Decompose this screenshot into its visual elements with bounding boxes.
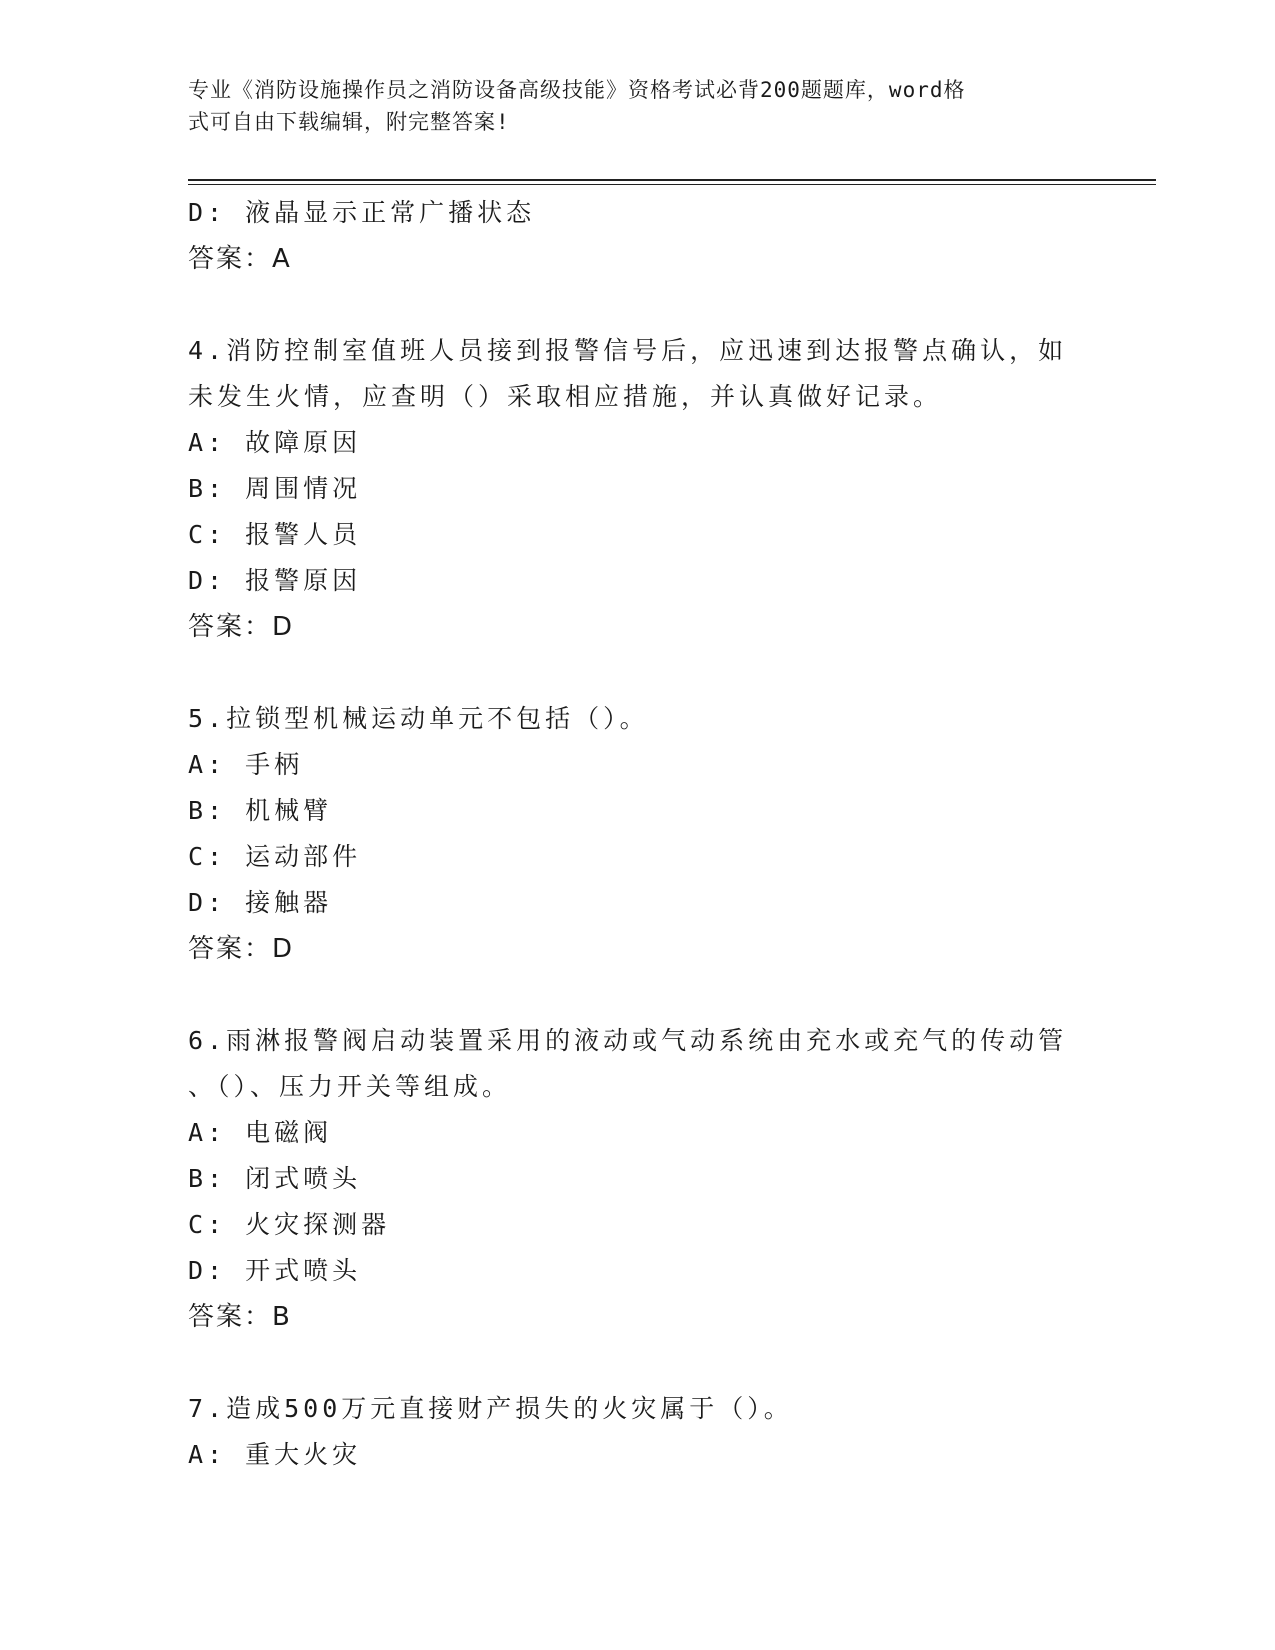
answer-fragment: 答案：A	[188, 244, 292, 274]
answer: 答案：B	[188, 1302, 292, 1332]
question-5	[188, 696, 1068, 972]
spacer	[188, 972, 1068, 1018]
option-c: C: 火灾探测器	[188, 1210, 391, 1239]
answer: 答案：D	[188, 934, 295, 964]
question-6	[188, 1018, 1068, 1340]
header-line-1: 专业《消防设施操作员之消防设备高级技能》资格考试必背200题题库，word格	[188, 78, 966, 102]
option-c: C: 运动部件	[188, 842, 362, 871]
spacer	[188, 650, 1068, 696]
header-divider	[188, 179, 1156, 185]
page-header	[188, 74, 1068, 138]
question-stem: 6.雨淋报警阀启动装置采用的液动或气动系统由充水或充气的传动管	[188, 1026, 1068, 1055]
option-b: B: 闭式喷头	[188, 1164, 362, 1193]
option-a: A: 手柄	[188, 750, 304, 779]
option-a: A: 重大火灾	[188, 1440, 362, 1469]
header-line-2: 式可自由下载编辑，附完整答案!	[188, 110, 510, 134]
option-d: D: 报警原因	[188, 566, 362, 595]
spacer	[188, 1340, 1068, 1386]
spacer	[188, 282, 1068, 328]
question-stem: 7.造成500万元直接财产损失的火灾属于（）。	[188, 1394, 793, 1423]
option-a: A: 故障原因	[188, 428, 362, 457]
document-body	[188, 190, 1068, 1478]
option-a: A: 电磁阀	[188, 1118, 333, 1147]
question-stem-continued: 、（）、压力开关等组成。	[188, 1072, 512, 1101]
option-b: B: 机械臂	[188, 796, 333, 825]
option-d: D: 接触器	[188, 888, 333, 917]
question-stem: 5.拉锁型机械运动单元不包括（）。	[188, 704, 649, 733]
option-c: C: 报警人员	[188, 520, 362, 549]
question-stem-continued: 未发生火情，应查明（）采取相应措施，并认真做好记录。	[188, 382, 943, 411]
answer: 答案：D	[188, 612, 295, 642]
question-4	[188, 328, 1068, 650]
question-7	[188, 1386, 1068, 1478]
option-d-fragment: D: 液晶显示正常广播状态	[188, 198, 536, 227]
option-b: B: 周围情况	[188, 474, 362, 503]
option-d: D: 开式喷头	[188, 1256, 362, 1285]
question-stem: 4.消防控制室值班人员接到报警信号后，应迅速到达报警点确认，如	[188, 336, 1068, 365]
